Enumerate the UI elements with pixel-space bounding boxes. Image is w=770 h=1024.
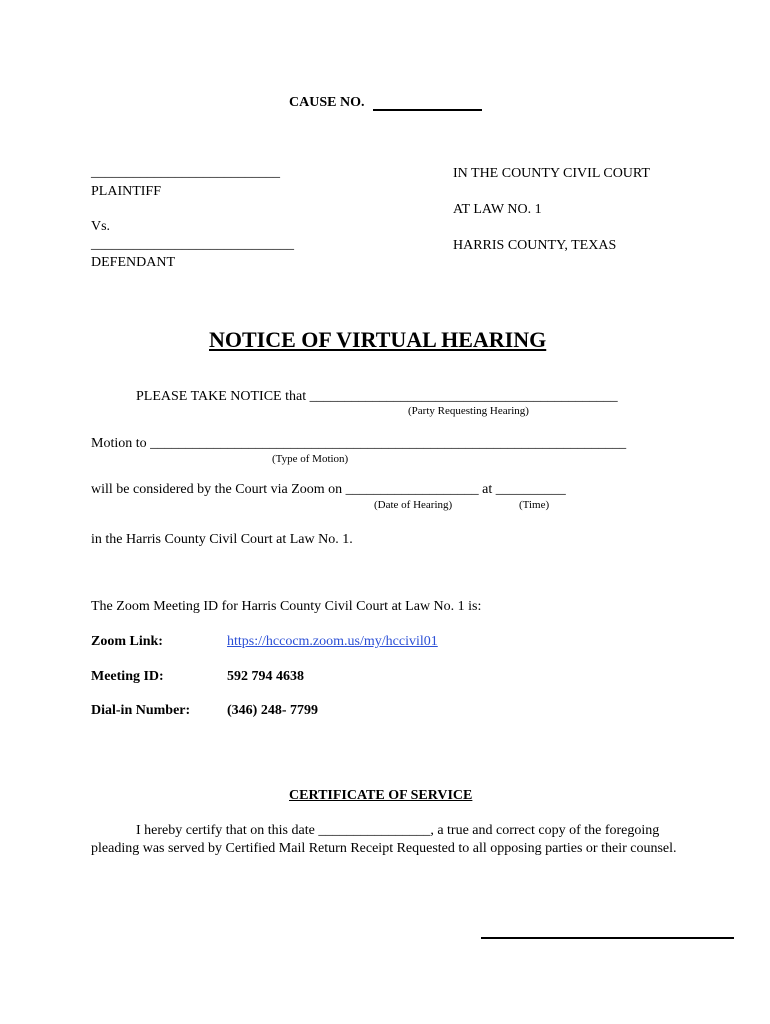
meeting-id-label: Meeting ID: <box>91 669 164 684</box>
zoom-link-label: Zoom Link: <box>91 634 163 649</box>
signature-line[interactable] <box>481 937 734 939</box>
page-title: NOTICE OF VIRTUAL HEARING <box>209 327 547 352</box>
cause-number-blank[interactable] <box>373 109 482 111</box>
dial-in-value: (346) 248- 7799 <box>227 703 318 718</box>
motion-line[interactable]: Motion to ____________________________________________________________________ <box>91 436 627 451</box>
zoom-intro: The Zoom Meeting ID for Harris County Civil Court at Law No. 1 is: <box>91 599 482 614</box>
notice-party-line[interactable]: PLEASE TAKE NOTICE that ____________________________________________ <box>136 389 618 404</box>
motion-caption: (Type of Motion) <box>272 453 349 465</box>
court-location-line: in the Harris County Civil Court at Law No. 1. <box>91 532 353 547</box>
certificate-body: I hereby certify that on this date ________________, a true and correct copy of the foregoing pleading was served by Certified Mail Return Receipt Requested to all opposing parties or their counsel. <box>91 823 677 856</box>
defendant-blank[interactable]: _____________________________ <box>91 237 294 252</box>
time-caption: (Time) <box>519 499 550 511</box>
cause-number-label: CAUSE NO. <box>289 95 365 110</box>
defendant-label: DEFENDANT <box>91 255 175 270</box>
meeting-id-value: 592 794 4638 <box>227 669 304 684</box>
date-caption: (Date of Hearing) <box>374 499 453 511</box>
court-line-2: AT LAW NO. 1 <box>453 202 542 217</box>
party-caption: (Party Requesting Hearing) <box>408 405 529 417</box>
plaintiff-blank[interactable]: ___________________________ <box>91 165 280 180</box>
dial-in-label: Dial-in Number: <box>91 703 191 718</box>
court-line-3: HARRIS COUNTY, TEXAS <box>453 238 617 253</box>
zoom-link[interactable]: https://hccocm.zoom.us/my/hccivil01 <box>227 634 438 649</box>
plaintiff-label: PLAINTIFF <box>91 184 162 199</box>
court-line-1: IN THE COUNTY CIVIL COURT <box>453 166 650 181</box>
hearing-date-time-line[interactable]: will be considered by the Court via Zoom on ___________________ at __________ <box>91 482 566 497</box>
versus-label: Vs. <box>91 219 111 234</box>
certificate-heading: CERTIFICATE OF SERVICE <box>289 788 473 803</box>
